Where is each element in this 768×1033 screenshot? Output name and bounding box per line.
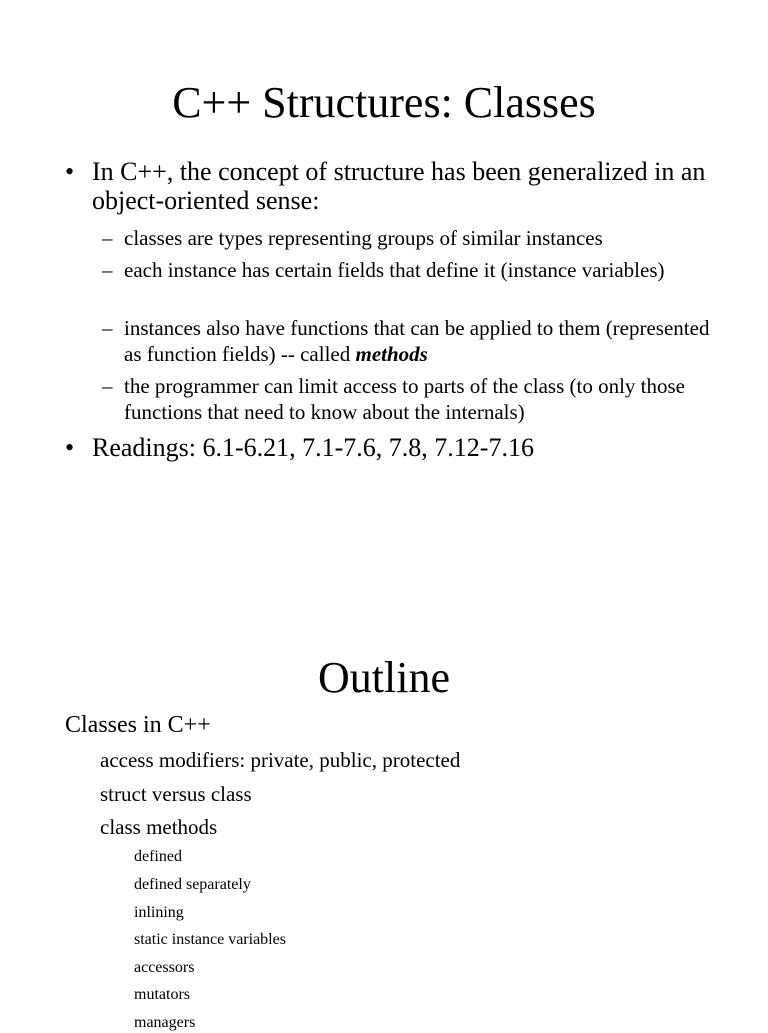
outline-heading: Classes in C++ [65, 712, 211, 738]
outline-subitem: accessors [134, 959, 195, 976]
sub-bullet-item [102, 373, 712, 425]
outline-subitem: static instance variables [134, 931, 286, 948]
sub-bullet-item [102, 315, 712, 367]
sub-bullet-text [124, 315, 712, 367]
bullet-item [65, 433, 715, 462]
slide-title: C++ Structures: Classes [172, 78, 596, 127]
outline-item: struct versus class [100, 782, 252, 806]
dash-marker: – [102, 374, 113, 398]
outline-subitem: managers [134, 1014, 196, 1031]
dash-marker: – [102, 258, 113, 282]
sub-bullet-text: classes are types representing groups of similar instances [124, 226, 603, 250]
outline-subitem: defined separately [134, 876, 251, 893]
sub-bullet-text: the programmer can limit access to parts of the class (to only those functions that need to know about the internals) [124, 374, 686, 424]
bullet-item [65, 157, 715, 215]
outline-item: access modifiers: private, public, protected [100, 748, 461, 772]
dash-marker: – [102, 226, 113, 250]
slide-title: Outline [318, 653, 450, 702]
bullet-text: Readings: 6.1-6.21, 7.1-7.6, 7.8, 7.12-7.16 [92, 433, 534, 462]
bullet-text: In C++, the concept of structure has been generalized in an object-oriented sense: [92, 157, 706, 215]
outline-subitem: mutators [134, 986, 190, 1003]
sub-bullet-item [102, 257, 712, 283]
dash-marker: – [102, 316, 113, 340]
bullet-marker: • [65, 157, 75, 186]
outline-subitem: inlining [134, 904, 184, 921]
outline-item: class methods [100, 815, 218, 839]
slide-outline [0, 520, 768, 1031]
outline-subitem: defined [134, 848, 182, 865]
sub-bullet-text: each instance has certain fields that define it (instance variables) [124, 258, 665, 282]
bullet-marker: • [65, 433, 75, 462]
sub-bullet-item [102, 225, 712, 251]
emphasis-methods: methods [355, 342, 428, 366]
sub-bullet-text-part: instances also have functions that can be applied to them (represented as function fields) -- called [124, 316, 710, 366]
